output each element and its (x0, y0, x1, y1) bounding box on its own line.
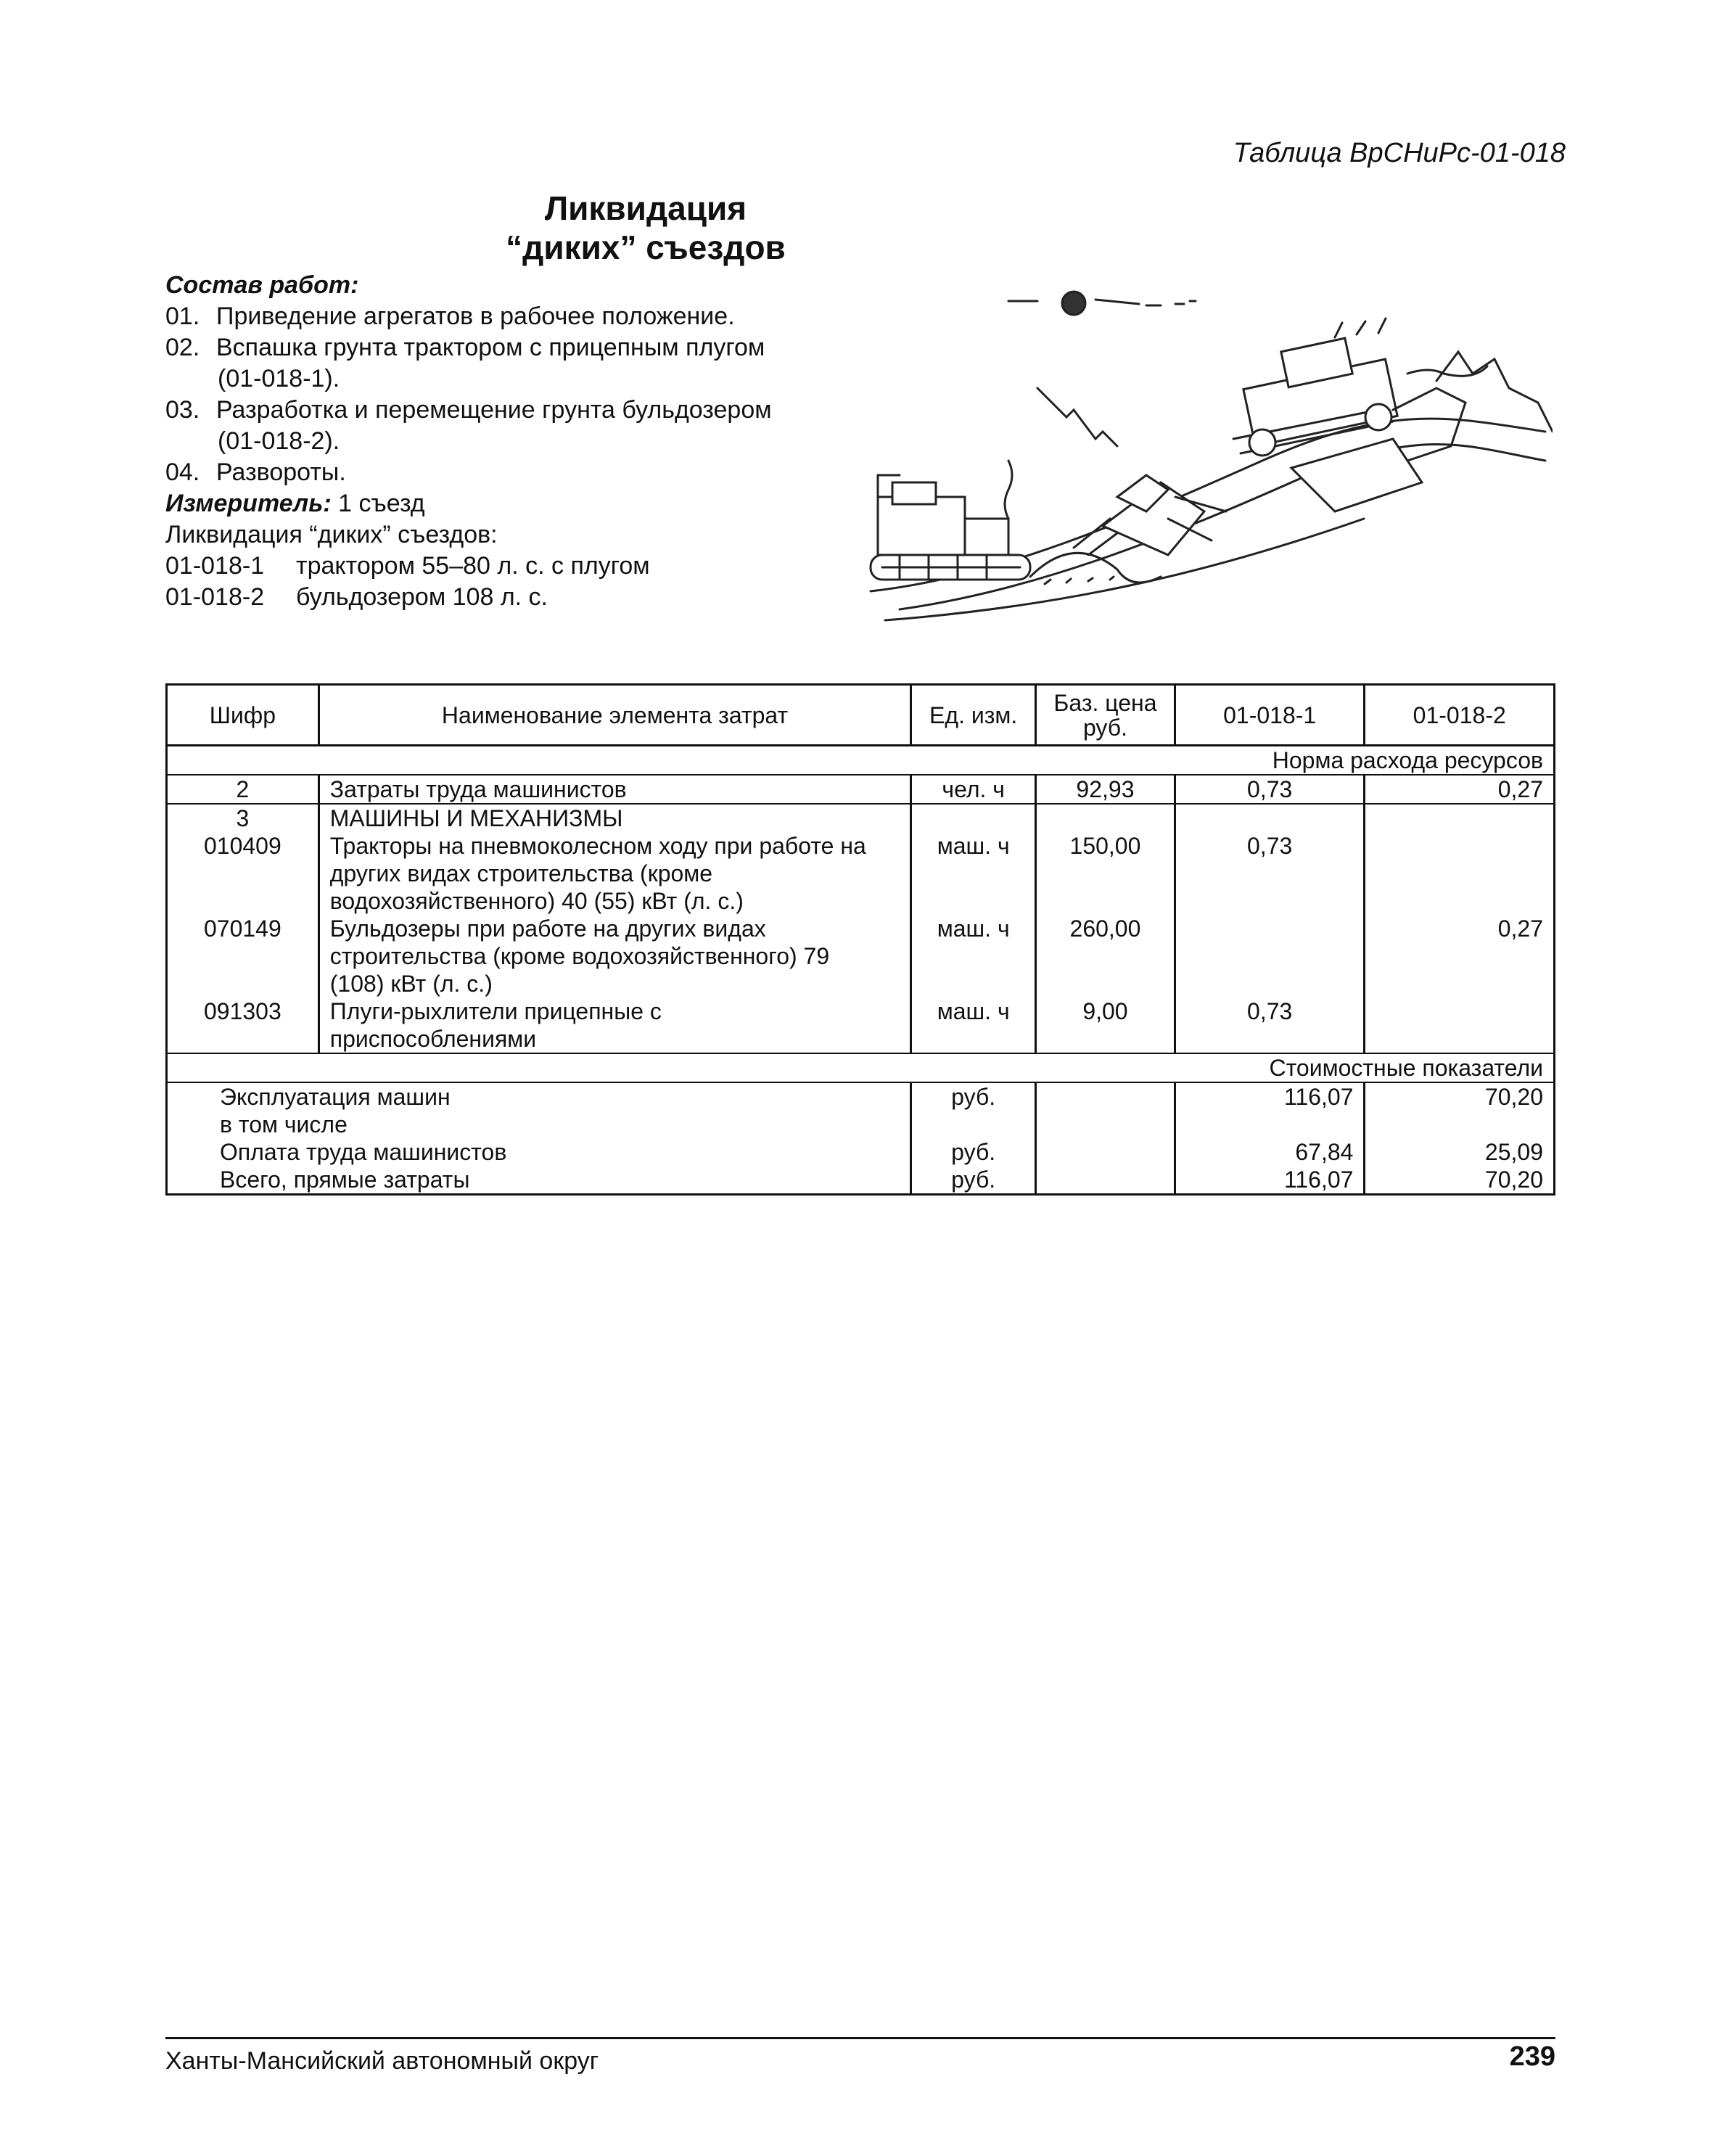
work-item (165, 395, 891, 426)
cost-row (167, 1138, 1555, 1166)
cell-v1: 0,73 (1175, 997, 1365, 1053)
work-item-cont: (01-018-2). (218, 427, 340, 455)
cost-name: Эксплуатация машин (167, 1082, 911, 1111)
cost-v2: 70,20 (1365, 1082, 1555, 1111)
cell-v2: 0,27 (1365, 915, 1555, 997)
name-line: Плуги-рыхлители прицепные с (329, 998, 662, 1024)
cell-code: 010409 (167, 832, 319, 915)
header-variant-1: 01-018-1 (1175, 685, 1365, 746)
cost-unit: руб. (911, 1166, 1036, 1195)
work-item-num: 02. (165, 334, 200, 361)
table-reference: Таблица ВрСНиРс-01-018 (1233, 138, 1566, 168)
cell-unit: маш. ч (911, 997, 1036, 1053)
table-row (167, 832, 1555, 915)
cell-unit: маш. ч (911, 915, 1036, 997)
variant-code: 01-018-1 (165, 552, 265, 580)
name-line: (108) кВт (л. с.) (329, 971, 493, 997)
cell-name: Затраты труда машинистов (318, 775, 911, 804)
cost-unit: руб. (911, 1082, 1036, 1111)
work-composition (165, 270, 891, 613)
name-line: водохозяйственного) 40 (55) кВт (л. с.) (329, 888, 744, 914)
cell-name (318, 915, 911, 997)
cell-code: 091303 (167, 997, 319, 1053)
table-row (167, 915, 1555, 997)
variants-heading: Ликвидация “диких” съездов: (165, 521, 498, 548)
name-line: Бульдозеры при работе на других видах (329, 916, 766, 942)
name-line: других видах строительства (кроме (329, 860, 713, 886)
variant-row (165, 551, 891, 582)
page-number: 239 (1509, 2041, 1555, 2072)
header-name: Наименование элемента затрат (318, 685, 911, 746)
cell-v1 (1175, 915, 1365, 997)
work-item-cont: (01-018-1). (218, 365, 340, 392)
cost-v1: 67,84 (1175, 1138, 1365, 1166)
work-item-num: 01. (165, 303, 200, 330)
resources-table (165, 683, 1555, 1196)
variant-text: бульдозером 108 л. с. (296, 583, 548, 611)
cell-unit: чел. ч (911, 775, 1036, 804)
title-line-1: Ликвидация (544, 189, 747, 227)
section-row (167, 746, 1555, 775)
cost-v1: 116,07 (1175, 1082, 1365, 1111)
footer-region: Ханты-Мансийский автономный округ (165, 2047, 599, 2075)
work-item-num: 03. (165, 396, 200, 424)
cell-v1: 0,73 (1175, 832, 1365, 915)
name-line: Тракторы на пневмоколесном ходу при работе на (329, 833, 866, 859)
cell-v2: 0,27 (1365, 775, 1555, 804)
cost-v1: 116,07 (1175, 1166, 1365, 1195)
cell-price: 92,93 (1036, 775, 1175, 804)
work-item-text: Разработка и перемещение грунта бульдозером (216, 396, 772, 424)
variant-text: трактором 55–80 л. с. с плугом (296, 552, 650, 580)
cell-price: 150,00 (1036, 832, 1175, 915)
work-item-text: Приведение агрегатов в рабочее положение. (216, 303, 735, 330)
cell-price: 260,00 (1036, 915, 1175, 997)
measure (165, 488, 891, 519)
cost-unit: руб. (911, 1138, 1036, 1166)
cost-name: Всего, прямые затраты (167, 1166, 911, 1195)
cell-code: 2 (167, 775, 319, 804)
cell-price: 9,00 (1036, 997, 1175, 1053)
work-item (165, 301, 891, 332)
cost-row (167, 1111, 1555, 1138)
cell-name (318, 832, 911, 915)
cell-code: 070149 (167, 915, 319, 997)
title-line-2: “диких” съездов (506, 229, 786, 266)
name-line: приспособлениями (329, 1026, 537, 1052)
cell-v2 (1365, 832, 1555, 915)
work-heading: Состав работ: (165, 271, 359, 299)
bulldozer-illustration (856, 279, 1553, 628)
table-row (167, 997, 1555, 1053)
section-norm: Норма расхода ресурсов (167, 746, 1555, 775)
cost-v2: 25,09 (1365, 1138, 1555, 1166)
variant-row (165, 582, 891, 613)
cell-name: МАШИНЫ И МЕХАНИЗМЫ (318, 804, 911, 832)
page-title (464, 189, 827, 267)
cell-unit: маш. ч (911, 832, 1036, 915)
section-row (167, 1053, 1555, 1082)
name-line: строительства (кроме водохозяйственного) 79 (329, 943, 830, 969)
header-variant-2: 01-018-2 (1365, 685, 1555, 746)
table-header-row (167, 685, 1555, 746)
footer-divider (165, 2037, 1555, 2039)
header-code: Шифр (167, 685, 319, 746)
work-item-num: 04. (165, 458, 200, 486)
table-row (167, 804, 1555, 832)
cell-name (318, 997, 911, 1053)
cost-name: в том числе (167, 1111, 911, 1138)
header-price: Баз. цена руб. (1036, 685, 1175, 746)
variant-code: 01-018-2 (165, 583, 265, 611)
section-cost: Стоимостные показатели (167, 1053, 1555, 1082)
cost-row (167, 1166, 1555, 1195)
cell-code: 3 (167, 804, 319, 832)
work-item (165, 457, 891, 488)
measure-label: Измеритель: (165, 490, 332, 517)
work-item-text: Вспашка грунта трактором с прицепным плугом (216, 334, 765, 361)
measure-value: 1 съезд (331, 490, 425, 517)
header-unit: Ед. изм. (911, 685, 1036, 746)
table-row (167, 775, 1555, 804)
cost-row (167, 1082, 1555, 1111)
cost-v2: 70,20 (1365, 1166, 1555, 1195)
cell-v1: 0,73 (1175, 775, 1365, 804)
cell-v2 (1365, 997, 1555, 1053)
cost-name: Оплата труда машинистов (167, 1138, 911, 1166)
work-item-text: Развороты. (216, 458, 346, 486)
work-item (165, 332, 891, 363)
